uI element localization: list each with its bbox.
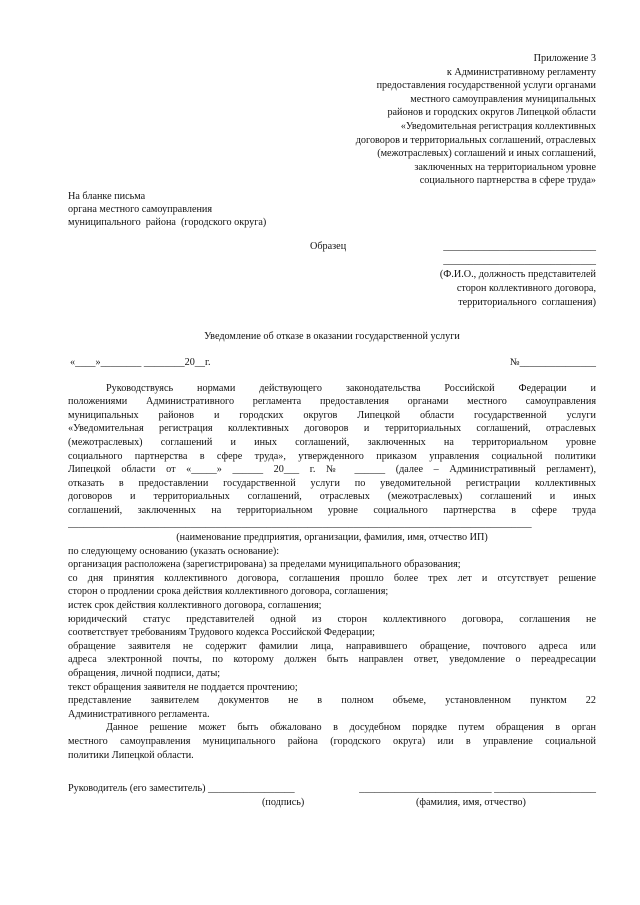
appendix-line: договоров и территориальных соглашений, отраслевых bbox=[355, 134, 596, 146]
reason-line: истек срок действия коллективного договора, соглашения; bbox=[68, 600, 322, 612]
recipient-blank: ______________________________ bbox=[443, 240, 596, 252]
paragraph-line: положениями Административного регламента предоставления органами местного самоуправления bbox=[68, 396, 596, 408]
appendix-line: заключенных на территориальном уровне bbox=[414, 161, 596, 173]
reason-line: обращение заявителя не содержит фамилии лица, направившего обращение, почтового адреса или bbox=[68, 640, 596, 652]
reason-line: представление заявителем документов не в полном объеме, установленном пунктом 22 bbox=[68, 695, 596, 707]
appendix-line: «Уведомительная регистрация коллективных bbox=[400, 120, 596, 132]
organization-name-caption: (наименование предприятия, организации, фамилия, имя, отчество ИП) bbox=[176, 532, 488, 544]
recipient-caption: сторон коллективного договора, bbox=[456, 282, 596, 294]
appendix-line: (межотраслевых) соглашений и иных соглашений, bbox=[377, 148, 596, 160]
paragraph-line: соглашений, заключенных на территориальном уровне социального партнерства в сфере труда bbox=[68, 504, 596, 516]
appendix-line: к Административному регламенту bbox=[446, 66, 596, 78]
reasons-intro: по следующему основанию (указать основание): bbox=[68, 545, 280, 557]
recipient-caption: (Ф.И.О., должность представителей bbox=[439, 268, 596, 280]
appendix-line: предоставления государственной услуги органами bbox=[376, 80, 596, 92]
full-name-caption: (фамилия, имя, отчество) bbox=[416, 797, 526, 809]
appendix-line: социального партнерства в сфере труда» bbox=[419, 175, 596, 187]
letterhead-line: муниципального района (городского округа) bbox=[68, 217, 267, 229]
reason-line: обращения, личной подписи, даты; bbox=[68, 668, 221, 680]
appendix-line: местного самоуправления муниципальных bbox=[410, 93, 596, 105]
appeal-line: Данное решение может быть обжаловано в досудебном порядке путем обращения в орган bbox=[106, 722, 596, 734]
appeal-line: местного самоуправления муниципального района (городского округа) или в управление социальной bbox=[68, 735, 596, 747]
appeal-paragraph bbox=[68, 721, 596, 762]
letterhead-note bbox=[68, 190, 596, 230]
paragraph-line: Липецкой области от «_____» ______ 20___ г. № ______ (далее – Административный регламент), bbox=[68, 464, 596, 476]
appendix-line: районов и городских округов Липецкой области bbox=[387, 107, 596, 119]
paragraph-line: (межотраслевых) соглашений и иных соглашений, заключенных на территориальном уровне bbox=[68, 436, 596, 448]
paragraph-line: социального партнерства в сфере труда», утвержденного приказом управления социальной политики bbox=[68, 450, 596, 462]
date-field: «____»________ ________20__г. bbox=[70, 356, 211, 368]
organization-name-blank: ___________________________________________________________________________________________ bbox=[68, 518, 532, 530]
reason-line: текст обращения заявителя не поддается прочтению; bbox=[68, 681, 298, 693]
paragraph-line: Руководствуясь нормами действующего законодательства Российской Федерации и bbox=[106, 382, 596, 394]
signature-captions bbox=[68, 796, 596, 810]
refusal-reasons bbox=[68, 545, 596, 722]
paragraph-line: отказать в предоставлении государственной услуги по уведомительной регистрации коллективных bbox=[68, 477, 596, 489]
sample-row bbox=[68, 240, 596, 254]
reason-line: сторон о продлении срока действия коллективного договора, соглашения; bbox=[68, 586, 389, 598]
reason-line: Административного регламента. bbox=[68, 708, 210, 720]
sample-label: Образец bbox=[310, 240, 347, 252]
appendix-line: Приложение 3 bbox=[533, 53, 596, 64]
appendix-header bbox=[68, 52, 596, 188]
appeal-line: политики Липецкой области. bbox=[68, 749, 194, 761]
reason-line: со дня принятия коллективного договора, соглашения прошло более трех лет и отсутствует решение bbox=[68, 572, 596, 584]
signature-row bbox=[68, 782, 596, 796]
recipient-block bbox=[68, 254, 596, 310]
signer-name-blank: __________________________ ____________________ bbox=[359, 783, 596, 795]
recipient-caption: территориального соглашения) bbox=[458, 296, 596, 308]
reason-line: соответствует требованиям Трудового кодекса Российской Федерации; bbox=[68, 627, 376, 639]
signer-position: Руководитель (его заместитель) _________________ bbox=[68, 783, 295, 795]
reason-line: юридический статус представителей одной из сторон коллективного договора, соглашения не bbox=[68, 613, 596, 625]
document-title: Уведомление об отказе в оказании государственной услуги bbox=[204, 330, 460, 342]
recipient-blank: ______________________________ bbox=[443, 254, 596, 266]
letterhead-line: органа местного самоуправления bbox=[68, 204, 213, 216]
reason-line: организация расположена (зарегистрирована) за пределами муниципального образования; bbox=[68, 559, 461, 571]
reason-line: адреса электронной почты, по которому должен быть направлен ответ, уведомление о переадресации bbox=[68, 654, 596, 666]
paragraph-line: «Уведомительная регистрация коллективных договоров и территориальных соглашений, отраслевых bbox=[68, 423, 596, 435]
paragraph-line: договоров и территориальных соглашений, отраслевых (межотраслевых) соглашений и иных bbox=[68, 491, 596, 503]
paragraph-line: муниципальных районов и городских округов Липецкой области государственной услуги bbox=[68, 409, 596, 421]
date-number-row bbox=[68, 356, 596, 370]
signature-caption: (подпись) bbox=[262, 797, 305, 809]
decision-paragraph bbox=[68, 382, 596, 545]
letterhead-line: На бланке письма bbox=[68, 190, 146, 202]
number-field: №_______________ bbox=[509, 356, 596, 368]
